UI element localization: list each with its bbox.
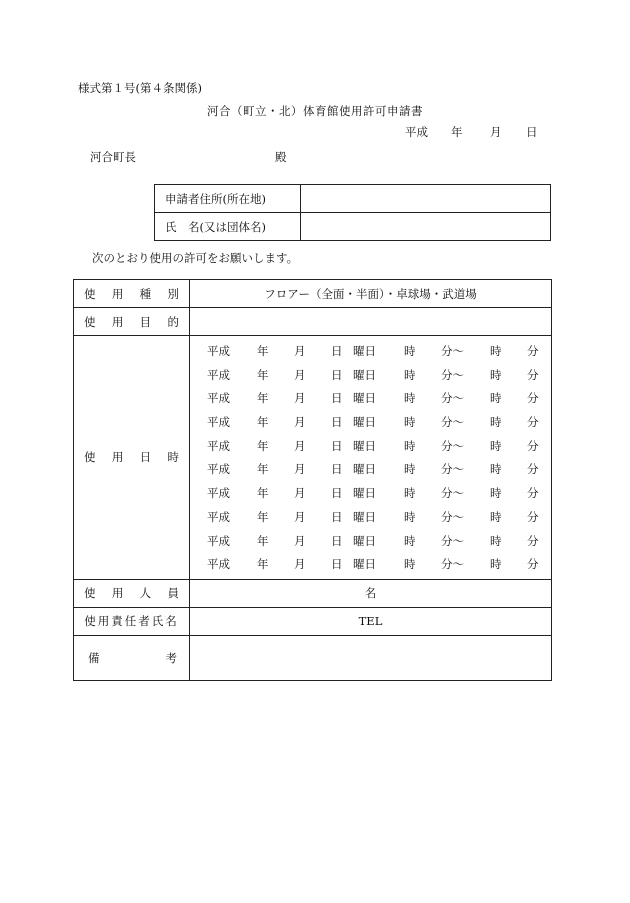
- label-char: 員: [167, 586, 179, 601]
- label-char: 使: [84, 450, 96, 465]
- datetime-unit: 日: [331, 557, 343, 572]
- datetime-unit: 曜日: [353, 557, 376, 572]
- datetime-unit: 月: [294, 486, 306, 501]
- label-char: 的: [167, 314, 179, 329]
- label-char: 使: [84, 314, 96, 329]
- datetime-unit: 日: [331, 344, 343, 358]
- datetime-unit: 月: [294, 367, 306, 382]
- applicant-name-field[interactable]: [301, 213, 551, 241]
- datetime-unit: 年: [257, 557, 269, 572]
- usage-datetime-row: [74, 336, 552, 580]
- usage-type-value[interactable]: フロアー（全面・半面）・卓球場・武道場: [190, 280, 552, 308]
- datetime-unit: 分～: [441, 415, 464, 430]
- usage-manager-row: [74, 607, 552, 635]
- datetime-unit: 平成: [207, 415, 230, 430]
- datetime-unit: 分: [527, 557, 539, 572]
- datetime-unit: 平成: [207, 533, 230, 548]
- datetime-unit: 分～: [441, 438, 464, 453]
- datetime-unit: 分～: [441, 533, 464, 548]
- datetime-unit: 月: [294, 557, 306, 572]
- datetime-entry-row[interactable]: [190, 480, 551, 504]
- remarks-row: [74, 635, 552, 680]
- datetime-unit: 年: [257, 533, 269, 548]
- datetime-unit: 年: [257, 367, 269, 382]
- datetime-unit: 時: [404, 438, 416, 453]
- datetime-unit: 日: [331, 367, 343, 382]
- datetime-unit: 年: [257, 486, 269, 501]
- datetime-unit: 分: [527, 486, 539, 501]
- datetime-entry-row[interactable]: [190, 385, 551, 409]
- form-number-label: 様式第１号(第４条関係): [78, 81, 202, 95]
- datetime-unit: 時: [490, 462, 502, 477]
- datetime-unit: 分～: [441, 391, 464, 406]
- applicant-address-row: [155, 185, 551, 213]
- datetime-unit: 曜日: [353, 344, 376, 358]
- datetime-unit: 時: [490, 486, 502, 501]
- label-char: 考: [165, 650, 177, 665]
- label-char: 別: [167, 286, 179, 301]
- datetime-unit: 平成: [207, 438, 230, 453]
- label-char: 備: [88, 650, 100, 665]
- remarks-field[interactable]: [190, 635, 552, 680]
- datetime-unit: 平成: [207, 509, 230, 524]
- datetime-unit: 曜日: [353, 462, 376, 477]
- datetime-unit: 日: [331, 415, 343, 430]
- label-char: 用: [111, 286, 124, 301]
- label-char: 目: [139, 314, 152, 329]
- usage-purpose-row: [74, 308, 552, 336]
- datetime-entry-row[interactable]: [190, 409, 551, 433]
- applicant-name-label: 氏 名(又は団体名): [155, 213, 301, 241]
- usage-details-table: [73, 279, 552, 681]
- datetime-unit: 日: [331, 533, 343, 548]
- datetime-unit: 月: [294, 462, 306, 477]
- datetime-unit: 分: [527, 509, 539, 524]
- datetime-unit: 時: [404, 557, 416, 572]
- datetime-unit: 平成: [207, 462, 230, 477]
- datetime-unit: 平成: [207, 557, 230, 572]
- datetime-unit: 年: [257, 391, 269, 406]
- datetime-unit: 時: [490, 438, 502, 453]
- request-statement: 次のとおり使用の許可をお願いします。: [92, 251, 299, 265]
- datetime-unit: 時: [490, 557, 502, 572]
- datetime-unit: 時: [404, 509, 416, 524]
- datetime-unit: 分: [527, 438, 539, 453]
- datetime-unit: 日: [331, 509, 343, 524]
- label-char: 使: [84, 286, 96, 301]
- datetime-unit: 曜日: [353, 367, 376, 382]
- date-era: 平成: [405, 125, 428, 139]
- usage-datetime-field[interactable]: [190, 336, 552, 580]
- datetime-unit: 月: [294, 509, 306, 524]
- datetime-unit: 分: [527, 367, 539, 382]
- usage-manager-label: 使用責任者氏名: [74, 607, 190, 635]
- datetime-entry-row[interactable]: [190, 504, 551, 528]
- datetime-unit: 月: [294, 533, 306, 548]
- datetime-unit: 月: [294, 415, 306, 430]
- applicant-address-field[interactable]: [301, 185, 551, 213]
- label-char: 種: [139, 286, 152, 301]
- datetime-unit: 分: [527, 391, 539, 406]
- datetime-unit: 曜日: [353, 415, 376, 430]
- usage-people-label: [74, 579, 190, 607]
- application-date: [405, 124, 538, 140]
- datetime-unit: 分～: [441, 367, 464, 382]
- applicant-name-row: [155, 213, 551, 241]
- datetime-unit: 時: [404, 533, 416, 548]
- date-day-unit: 日: [526, 125, 538, 139]
- datetime-unit: 分～: [441, 344, 464, 358]
- datetime-unit: 曜日: [353, 533, 376, 548]
- datetime-entry-row[interactable]: [190, 338, 551, 362]
- date-year-unit: 年: [451, 125, 463, 139]
- datetime-entry-row[interactable]: [190, 528, 551, 552]
- label-char: 時: [167, 450, 179, 465]
- datetime-unit: 時: [490, 533, 502, 548]
- datetime-unit: 分～: [441, 557, 464, 572]
- date-month-unit: 月: [490, 125, 502, 139]
- datetime-unit: 日: [331, 462, 343, 477]
- datetime-unit: 月: [294, 391, 306, 406]
- datetime-unit: 年: [257, 415, 269, 430]
- datetime-unit: 分～: [441, 509, 464, 524]
- datetime-unit: 曜日: [353, 391, 376, 406]
- label-char: 人: [139, 586, 152, 601]
- usage-datetime-label: [74, 336, 190, 580]
- label-char: 使: [84, 586, 96, 601]
- datetime-unit: 時: [404, 391, 416, 406]
- datetime-unit: 曜日: [353, 486, 376, 501]
- datetime-unit: 平成: [207, 367, 230, 382]
- honorific: 殿: [275, 150, 287, 164]
- datetime-unit: 分: [527, 415, 539, 430]
- applicant-table: [154, 184, 551, 241]
- usage-manager-field[interactable]: TEL: [190, 607, 552, 635]
- datetime-unit: 時: [490, 391, 502, 406]
- usage-type-row: [74, 280, 552, 308]
- datetime-entry-row[interactable]: [190, 362, 551, 386]
- datetime-unit: 時: [404, 415, 416, 430]
- datetime-unit: 日: [331, 486, 343, 501]
- usage-purpose-label: [74, 308, 190, 336]
- addressee: 河合町長: [90, 150, 136, 164]
- datetime-unit: 時: [404, 486, 416, 501]
- datetime-entry-row[interactable]: [190, 551, 551, 575]
- datetime-unit: 年: [257, 438, 269, 453]
- usage-people-row: [74, 579, 552, 607]
- usage-people-field[interactable]: 名: [190, 579, 552, 607]
- datetime-unit: 年: [257, 344, 269, 358]
- usage-type-label: [74, 280, 190, 308]
- label-char: 日: [139, 450, 152, 465]
- datetime-unit: 分: [527, 344, 539, 358]
- datetime-entry-row[interactable]: [190, 456, 551, 480]
- datetime-unit: 日: [331, 438, 343, 453]
- datetime-unit: 平成: [207, 391, 230, 406]
- datetime-unit: 時: [490, 367, 502, 382]
- datetime-unit: 時: [490, 415, 502, 430]
- datetime-unit: 分～: [441, 486, 464, 501]
- label-char: 用: [111, 450, 124, 465]
- datetime-unit: 時: [404, 462, 416, 477]
- remarks-label: [74, 635, 190, 680]
- datetime-unit: 月: [294, 344, 306, 358]
- datetime-unit: 分: [527, 462, 539, 477]
- datetime-unit: 日: [331, 391, 343, 406]
- datetime-unit: 年: [257, 462, 269, 477]
- label-char: 用: [111, 586, 124, 601]
- datetime-entry-row[interactable]: [190, 433, 551, 457]
- datetime-unit: 時: [404, 367, 416, 382]
- datetime-unit: 時: [404, 344, 416, 358]
- datetime-unit: 時: [490, 344, 502, 358]
- label-char: 用: [111, 314, 124, 329]
- datetime-unit: 時: [490, 509, 502, 524]
- datetime-unit: 分～: [441, 462, 464, 477]
- applicant-address-label: 申請者住所(所在地): [155, 185, 301, 213]
- datetime-unit: 年: [257, 509, 269, 524]
- usage-purpose-field[interactable]: [190, 308, 552, 336]
- datetime-unit: 平成: [207, 486, 230, 501]
- datetime-unit: 分: [527, 533, 539, 548]
- datetime-unit: 平成: [207, 344, 230, 358]
- datetime-unit: 曜日: [353, 438, 376, 453]
- datetime-unit: 曜日: [353, 509, 376, 524]
- document-title: 河合（町立・北）体育館使用許可申請書: [207, 104, 423, 118]
- datetime-unit: 月: [294, 438, 306, 453]
